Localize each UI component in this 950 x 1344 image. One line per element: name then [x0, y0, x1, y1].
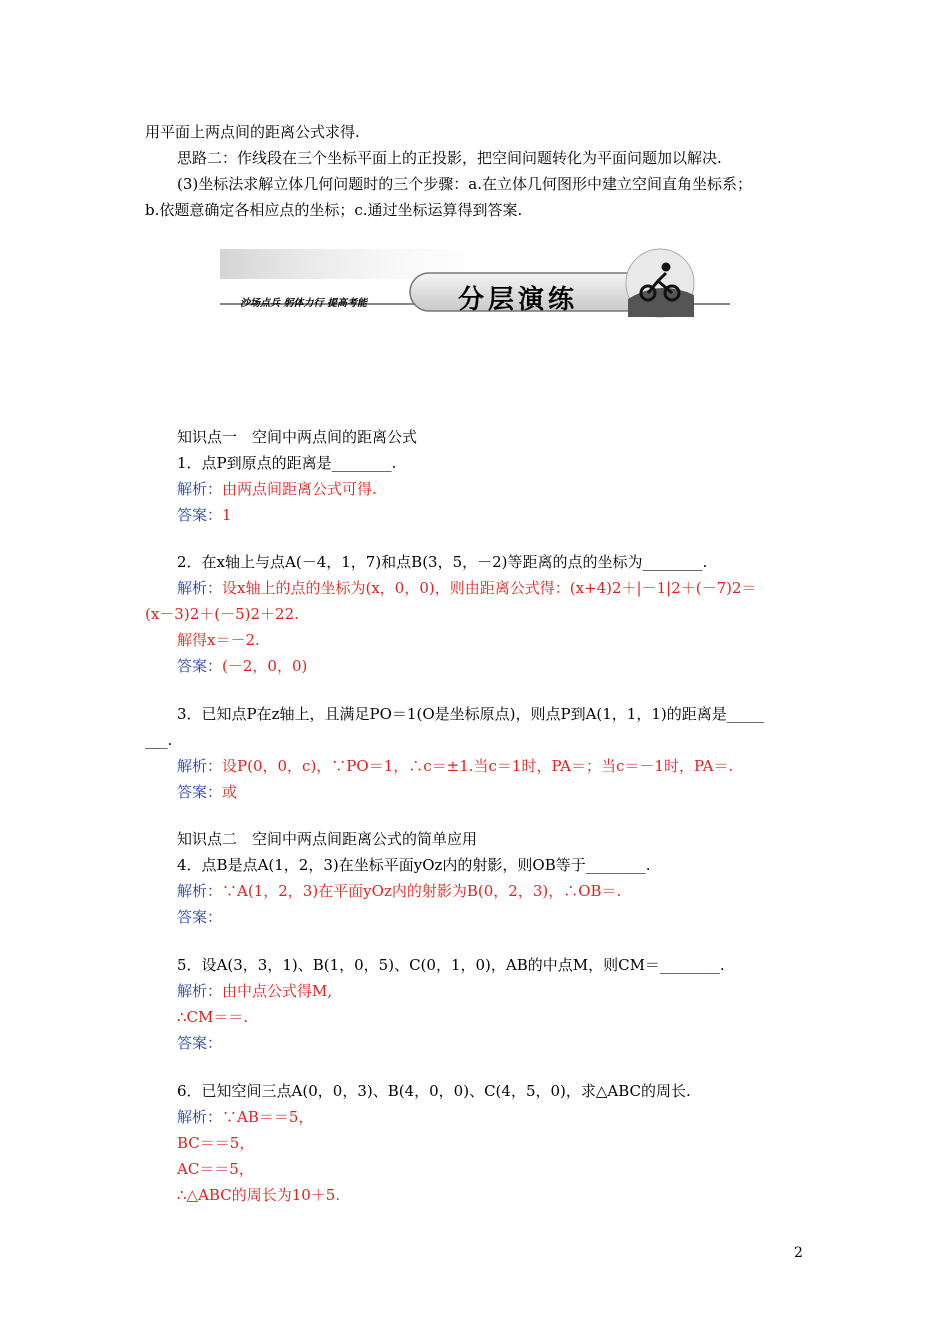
- q1-answer: 答案：1: [177, 506, 232, 524]
- q5-analysis-2: ∴CM＝＝.: [177, 1008, 249, 1026]
- q6-analysis-4: ∴△ABC的周长为10＋5.: [177, 1186, 341, 1204]
- section2-title: 知识点二 空间中两点间距离公式的简单应用: [177, 830, 478, 848]
- q3-question: 3．已知点P在z轴上，且满足PO＝1(O是坐标原点)，则点P到A(1，1，1)的距离是_____: [177, 705, 765, 723]
- q6-analysis-3: AC＝＝5，: [177, 1160, 254, 1178]
- banner-motto: 沙场点兵 躬体力行 提高考能: [240, 298, 367, 309]
- q2-analysis: 解析：设x轴上的点的坐标为(x，0，0)，则由距离公式得：(x+4)2＋|－1|2＋(－7)2＝: [177, 579, 757, 597]
- q6-analysis-1: 解析：∵AB＝＝5，: [177, 1108, 314, 1126]
- q4-answer: 答案：: [177, 908, 223, 926]
- q3-analysis: 解析：设P(0，0，c)，∵PO＝1，∴c＝±1.当c＝1时，PA＝；当c＝－1时，PA＝.: [177, 757, 734, 775]
- intro-line-4: b.依题意确定各相应点的坐标；c.通过坐标运算得到答案.: [145, 201, 523, 219]
- q3-question-cont: ___.: [145, 731, 173, 749]
- intro-line-2: 思路二：作线段在三个坐标平面上的正投影，把空间问题转化为平面问题加以解决.: [177, 149, 722, 167]
- banner-title: 分层演练: [458, 285, 579, 315]
- q6-question: 6．已知空间三点A(0，0，3)、B(4，0，0)、C(4，5，0)，求△ABC的周长.: [177, 1082, 691, 1100]
- q4-analysis: 解析：∵A(1，2，3)在平面yOz内的射影为B(0，2，3)，∴OB＝.: [177, 882, 622, 900]
- q1-question: 1．点P到原点的距离是________.: [177, 454, 397, 472]
- q2-analysis-cont: (x－3)2＋(－5)2＋22.: [145, 605, 299, 623]
- q2-solve: 解得x＝－2.: [177, 631, 260, 649]
- q6-analysis-2: BC＝＝5，: [177, 1134, 255, 1152]
- q5-answer: 答案：: [177, 1034, 223, 1052]
- section1-title: 知识点一 空间中两点间的距离公式: [177, 428, 418, 446]
- q4-question: 4．点B是点A(1，2，3)在坐标平面yOz内的射影，则OB等于________.: [177, 856, 651, 874]
- q5-analysis: 解析：由中点公式得M,: [177, 982, 333, 1000]
- q2-answer: 答案：(－2，0，0): [177, 657, 308, 675]
- practice-banner: [220, 243, 730, 323]
- intro-line-3: (3)坐标法求解立体几何问题时的三个步骤：a.在立体几何图形中建立空间直角坐标系；: [177, 175, 752, 193]
- q2-question: 2．在x轴上与点A(－4，1，7)和点B(3，5，－2)等距离的点的坐标为________.: [177, 553, 708, 571]
- q1-analysis: 解析：由两点间距离公式可得.: [177, 480, 377, 498]
- q3-answer: 答案：或: [177, 783, 238, 801]
- intro-line-1: 用平面上两点间的距离公式求得.: [145, 123, 360, 141]
- page-number: 2: [794, 1245, 803, 1261]
- q5-question: 5．设A(3，3，1)、B(1，0，5)、C(0，1，0)，AB的中点M，则CM＝________.: [177, 956, 725, 974]
